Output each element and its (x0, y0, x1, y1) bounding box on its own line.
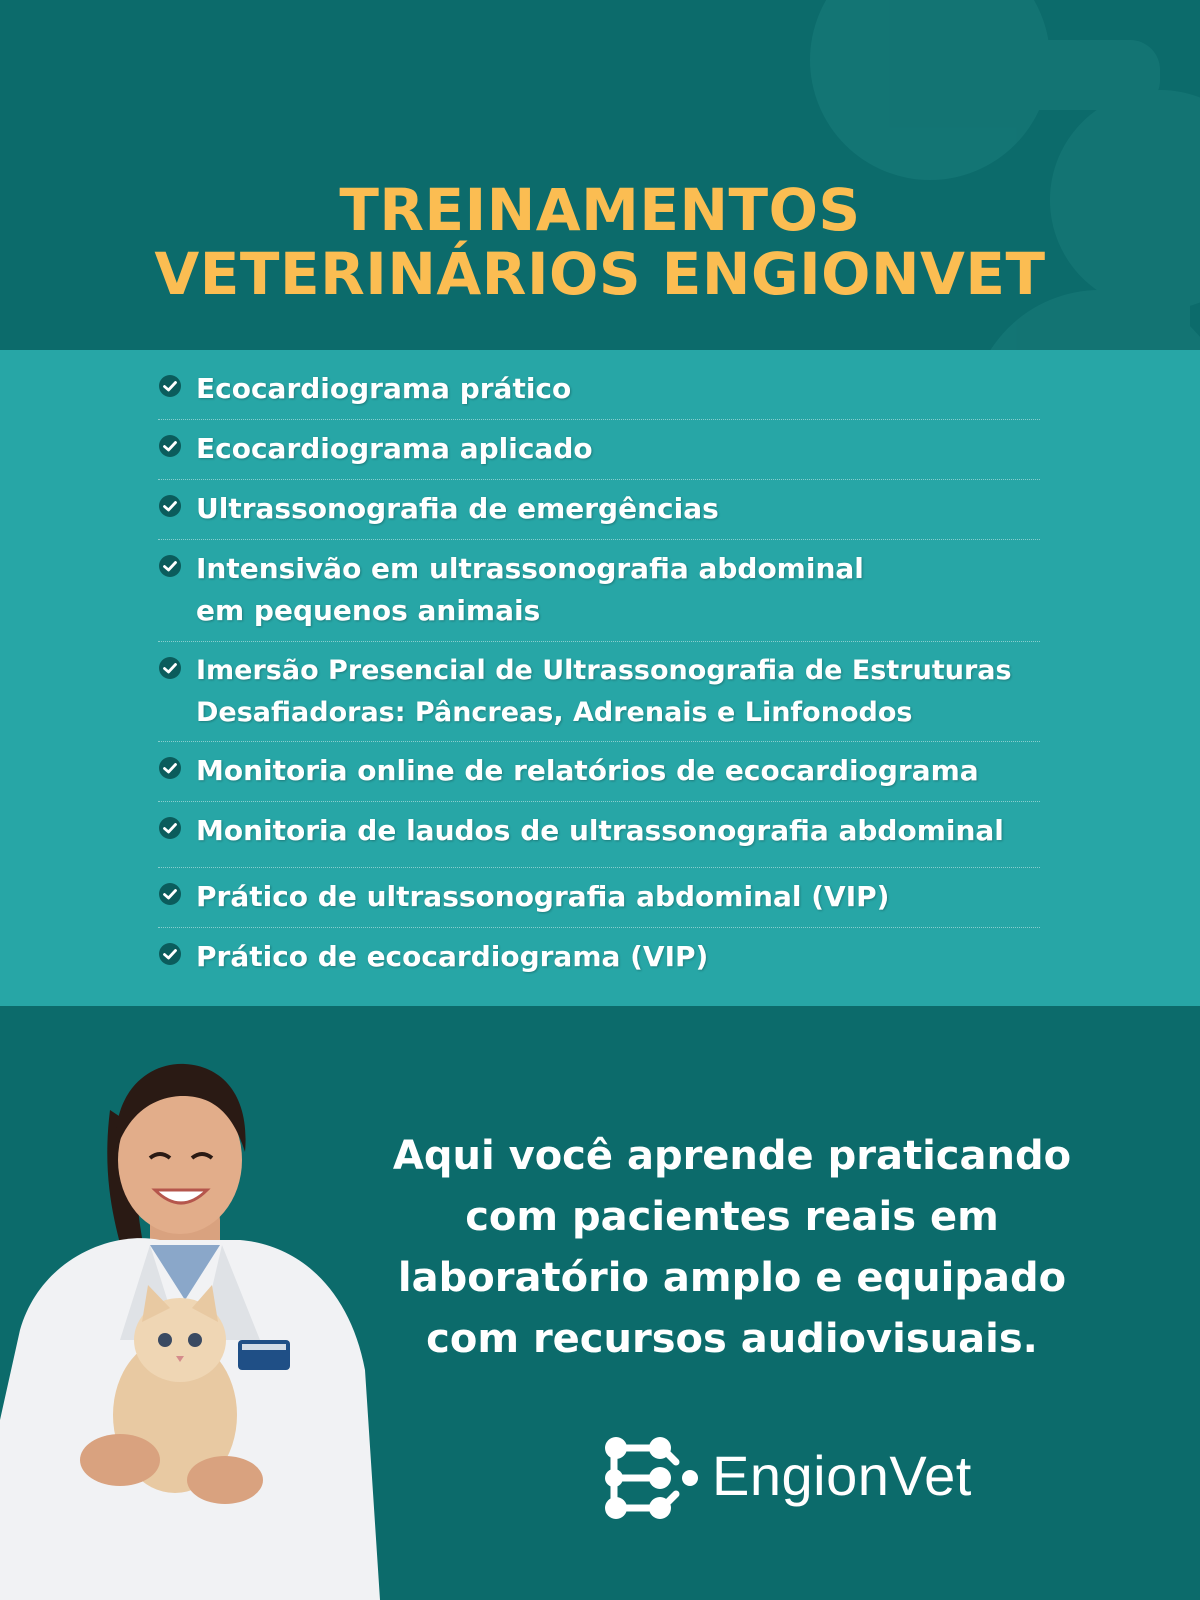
veterinarian-with-kitten-photo (0, 1040, 380, 1600)
training-name: Monitoria online de relatórios de ecocardiograma (196, 754, 979, 787)
check-circle-icon (158, 942, 182, 966)
list-item (158, 928, 1040, 988)
title-line-1: TREINAMENTOS (339, 176, 861, 244)
list-item (158, 642, 1040, 742)
check-circle-icon (158, 882, 182, 906)
list-item (158, 540, 1040, 642)
brand-name: EngionVet (712, 1444, 972, 1507)
check-circle-icon (158, 816, 182, 840)
check-circle-icon (158, 656, 182, 680)
check-circle-icon (158, 374, 182, 398)
training-name: Prático de ultrassonografia abdominal (VIP) (196, 880, 890, 913)
check-circle-icon (158, 756, 182, 780)
training-name: Intensivão em ultrassonografia abdominal em pequenos animais (196, 552, 864, 627)
check-circle-icon (158, 494, 182, 518)
training-name: Ultrassonografia de emergências (196, 492, 719, 525)
check-circle-icon (158, 554, 182, 578)
list-item (158, 868, 1040, 928)
list-item (158, 742, 1040, 802)
header-section (0, 0, 1200, 350)
tagline: Aqui você aprende praticando com pacientes reais em laboratório amplo e equipado com recursos audiovisuais. (392, 1133, 1072, 1362)
title-line-2: VETERINÁRIOS ENGIONVET (154, 240, 1046, 308)
training-name: Imersão Presencial de Ultrassonografia de Estruturas Desafiadoras: Pâncreas, Adrenais e Linfonodos (196, 655, 1012, 728)
molecule-logo-icon (594, 1428, 706, 1528)
training-list (158, 360, 1040, 988)
check-circle-icon (158, 434, 182, 458)
training-name: Ecocardiograma prático (196, 372, 572, 405)
list-item (158, 802, 1040, 868)
training-name: Prático de ecocardiograma (VIP) (196, 940, 709, 973)
page-title (0, 178, 1200, 306)
training-name: Monitoria de laudos de ultrassonografia abdominal (196, 814, 1004, 847)
engionvet-logo (594, 1428, 974, 1528)
list-item (158, 360, 1040, 420)
training-name: Ecocardiograma aplicado (196, 432, 593, 465)
list-item (158, 420, 1040, 480)
list-item (158, 480, 1040, 540)
